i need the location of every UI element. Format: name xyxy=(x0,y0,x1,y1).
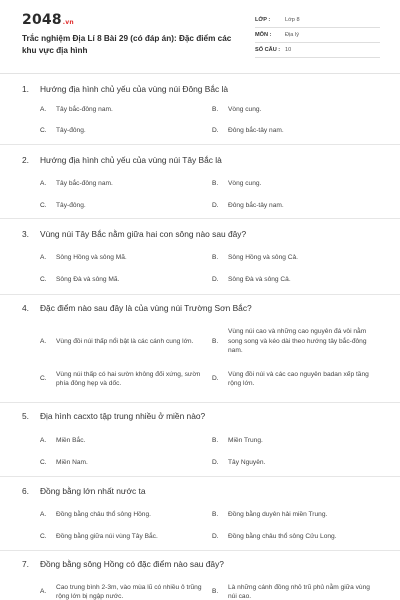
option-letter: D. xyxy=(212,202,219,209)
option-d[interactable] xyxy=(212,126,378,136)
option-text: Đông bắc-tây nam. xyxy=(228,127,284,134)
option-letter: A. xyxy=(40,588,47,596)
option-a[interactable] xyxy=(40,327,206,357)
option-b[interactable] xyxy=(212,582,378,600)
meta-value: 10 xyxy=(285,47,292,53)
question-2 xyxy=(0,151,400,219)
option-a[interactable] xyxy=(40,510,206,520)
option-b[interactable] xyxy=(212,436,378,446)
question-stem xyxy=(22,411,205,421)
option-text: Vùng đồi núi thấp nổi bật là các cánh cung lớn. xyxy=(56,338,194,346)
option-text: Vòng cung. xyxy=(228,106,262,113)
option-c[interactable] xyxy=(40,126,206,136)
option-letter: D. xyxy=(212,375,219,383)
option-text: Tây bắc-đông nam. xyxy=(56,180,113,187)
question-number: 6. xyxy=(22,486,29,496)
option-text: Tây-đông. xyxy=(56,202,86,209)
question-stem xyxy=(22,559,224,569)
question-number: 5. xyxy=(22,411,29,421)
question-number: 1. xyxy=(22,84,29,94)
logo-domain: .vn xyxy=(62,19,74,26)
option-text: Vùng núi cao và những cao nguyên đá vôi nằm song song và kéo dài theo hướng tây bắc-đông nam. xyxy=(228,328,367,355)
option-letter: C. xyxy=(40,533,47,540)
question-text: Vùng núi Tây Bắc nằm giữa hai con sông nào sau đây? xyxy=(40,229,247,239)
option-text: Miền Bắc. xyxy=(56,437,86,444)
option-text: Đồng bằng duyên hải miền Trung. xyxy=(228,511,328,518)
option-letter: B. xyxy=(212,588,219,596)
worksheet-title: Trắc nghiệm Địa Lí 8 Bài 29 (có đáp án): Đặc điểm các khu vực địa hình xyxy=(22,34,232,55)
question-3 xyxy=(0,225,400,295)
option-letter: A. xyxy=(40,106,47,113)
question-7 xyxy=(0,556,400,600)
option-letter: A. xyxy=(40,338,47,346)
option-text: Tây-đông. xyxy=(56,127,86,134)
meta-row-class xyxy=(255,13,380,28)
option-a[interactable] xyxy=(40,582,206,600)
question-text: Hướng địa hình chủ yếu của vùng núi Tây Bắc là xyxy=(40,155,222,165)
option-letter: B. xyxy=(212,337,219,345)
option-text: Vùng đồi núi và các cao nguyên badan xếp tầng rộng lớn. xyxy=(228,370,369,387)
question-text: Đặc điểm nào sau đây là của vùng núi Trường Sơn Bắc? xyxy=(40,303,252,313)
option-c[interactable] xyxy=(40,367,206,391)
option-b[interactable] xyxy=(212,105,378,115)
option-letter: B. xyxy=(212,254,219,261)
option-text: Vòng cung. xyxy=(228,180,262,187)
option-letter: B. xyxy=(212,511,219,518)
option-text: Miền Trung. xyxy=(228,437,263,444)
option-d[interactable] xyxy=(212,201,378,211)
option-text: Sông Đà và sông Mã. xyxy=(56,276,120,283)
logo-text: 2048 xyxy=(22,12,62,28)
question-5 xyxy=(0,407,400,477)
option-d[interactable] xyxy=(212,275,378,285)
option-text: Miền Nam. xyxy=(56,459,88,466)
option-a[interactable] xyxy=(40,105,206,115)
option-text: Sông Hồng và sông Cả. xyxy=(228,254,299,261)
option-letter: D. xyxy=(212,276,219,283)
question-text: Địa hình cacxto tập trung nhiều ở miền nào? xyxy=(40,411,206,421)
meta-value: Địa lý xyxy=(285,32,299,38)
question-stem xyxy=(22,155,222,165)
option-b[interactable] xyxy=(212,325,378,358)
meta-value: Lớp 8 xyxy=(285,17,300,23)
worksheet-meta xyxy=(255,13,380,58)
option-letter: A. xyxy=(40,511,47,518)
question-stem xyxy=(22,229,246,239)
option-d[interactable] xyxy=(212,367,378,391)
option-letter: B. xyxy=(212,437,219,444)
question-stem xyxy=(22,84,228,94)
option-letter: C. xyxy=(40,276,47,283)
option-c[interactable] xyxy=(40,201,206,211)
option-a[interactable] xyxy=(40,253,206,263)
option-b[interactable] xyxy=(212,253,378,263)
question-text: Đồng bằng lớn nhất nước ta xyxy=(40,486,146,496)
question-stem xyxy=(22,303,252,313)
option-text: Cao trung bình 2-3m, vào mùa lũ có nhiều ô trũng rộng lớn bị ngập nước. xyxy=(56,583,202,600)
option-c[interactable] xyxy=(40,532,206,542)
question-text: Hướng địa hình chủ yếu của vùng núi Đông Bắc là xyxy=(40,84,229,94)
question-6 xyxy=(0,482,400,551)
meta-row-subject xyxy=(255,28,380,43)
question-number: 7. xyxy=(22,559,29,569)
option-letter: B. xyxy=(212,106,219,113)
option-letter: A. xyxy=(40,437,47,444)
question-number: 3. xyxy=(22,229,29,239)
meta-key: LỚP : xyxy=(255,17,271,23)
option-b[interactable] xyxy=(212,510,378,520)
option-text: Đông bắc-tây nam. xyxy=(228,202,284,209)
meta-key: SỐ CÂU : xyxy=(255,47,281,53)
question-4 xyxy=(0,299,400,403)
option-text: Vùng núi thấp có hai sườn không đối xứng, sườn phía đông hẹp và dốc. xyxy=(56,370,201,387)
option-letter: B. xyxy=(212,180,219,187)
option-text: Đồng bằng châu thổ sông Hồng. xyxy=(56,511,151,518)
option-letter: D. xyxy=(212,127,219,134)
option-d[interactable] xyxy=(212,532,378,542)
option-text: Tây bắc-đông nam. xyxy=(56,106,113,113)
option-text: Đồng bằng châu thổ sông Cửu Long. xyxy=(228,533,337,540)
question-stem xyxy=(22,486,146,496)
option-c[interactable] xyxy=(40,458,206,468)
option-text: Sông Đà và sông Cả. xyxy=(228,276,291,283)
option-a[interactable] xyxy=(40,179,206,189)
worksheet-header xyxy=(0,0,400,74)
option-letter: C. xyxy=(40,202,47,209)
option-d[interactable] xyxy=(212,458,378,468)
option-a[interactable] xyxy=(40,436,206,446)
option-text: Là những cánh đồng nhỏ trũ phủ nằm giữa vùng núi cao. xyxy=(228,583,370,600)
option-text: Tây Nguyên. xyxy=(228,459,266,466)
option-letter: D. xyxy=(212,459,219,466)
option-letter: C. xyxy=(40,459,47,466)
option-b[interactable] xyxy=(212,179,378,189)
option-letter: A. xyxy=(40,254,47,261)
option-letter: A. xyxy=(40,180,47,187)
question-number: 4. xyxy=(22,303,29,313)
meta-row-count xyxy=(255,43,380,58)
option-letter: D. xyxy=(212,533,219,540)
site-logo[interactable] xyxy=(22,12,74,28)
question-number: 2. xyxy=(22,155,29,165)
option-text: Sông Hồng và sông Mã. xyxy=(56,254,127,261)
option-c[interactable] xyxy=(40,275,206,285)
meta-key: MÔN : xyxy=(255,32,272,38)
option-letter: C. xyxy=(40,127,47,134)
question-1 xyxy=(0,80,400,145)
option-letter: C. xyxy=(40,375,47,383)
question-text: Đồng bằng sông Hồng có đặc điểm nào sau đây? xyxy=(40,559,224,569)
option-text: Đồng bằng giữa núi vùng Tây Bắc. xyxy=(56,533,158,540)
